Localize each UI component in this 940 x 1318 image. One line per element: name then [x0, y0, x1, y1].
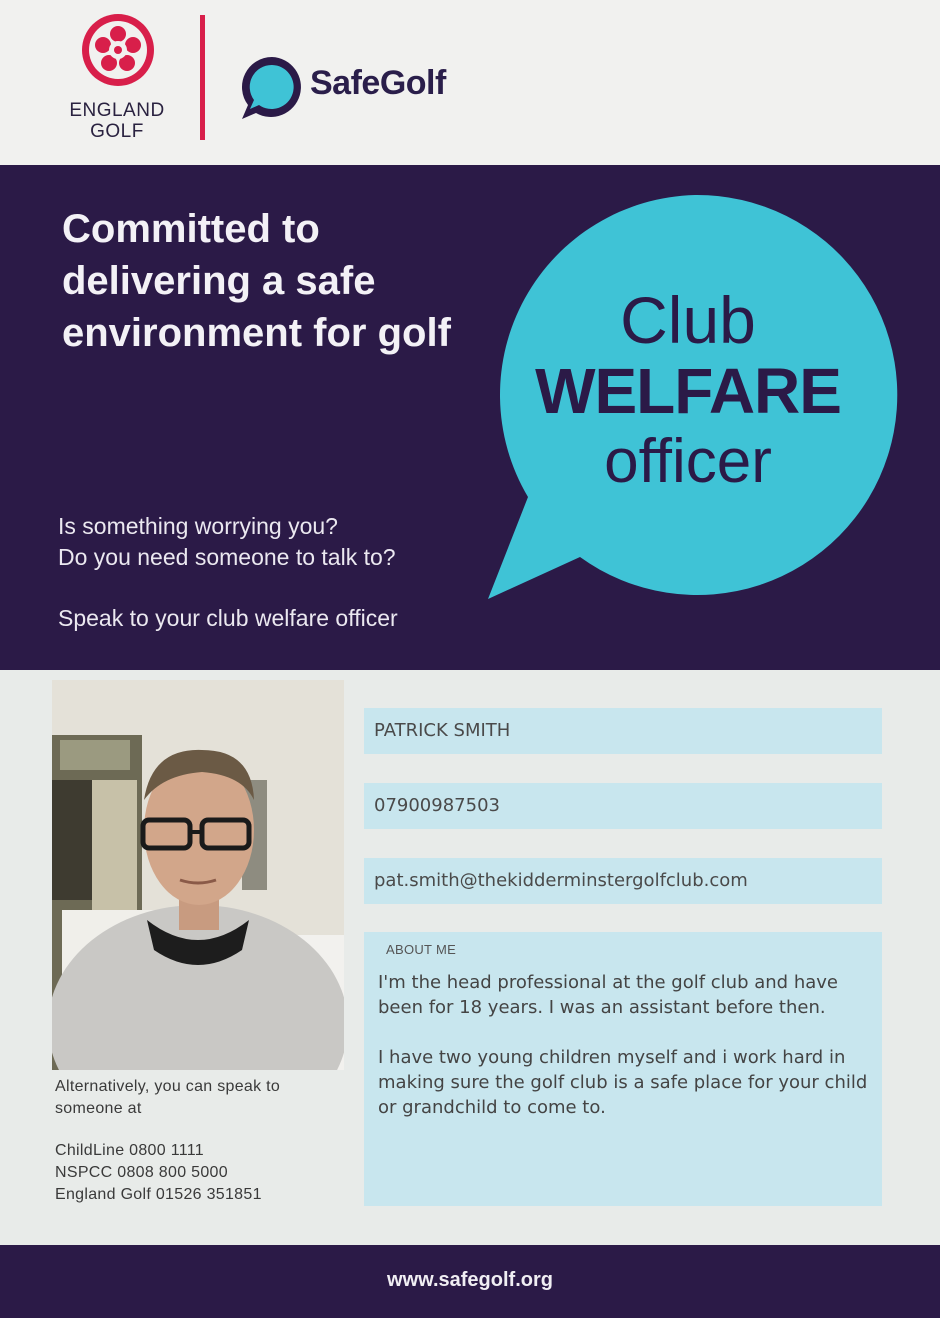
website-url: www.safegolf.org: [387, 1269, 553, 1291]
headline: Committed to delivering a safe environment for golf: [62, 207, 451, 355]
childline-contact: ChildLine 0800 1111: [55, 1142, 204, 1159]
bubble-title: [488, 285, 888, 497]
bubble-title-welfare: WELFARE: [535, 355, 841, 427]
bubble-title-club: Club: [620, 283, 756, 357]
header: [0, 0, 940, 165]
england-golf-line1: ENGLAND: [69, 100, 165, 121]
support-question: [58, 511, 478, 573]
hero-banner: [0, 165, 940, 670]
officer-name-field: PATRICK SMITH: [364, 708, 882, 754]
england-golf-logo: [62, 12, 172, 147]
question-line2: Do you need someone to talk to?: [58, 544, 396, 570]
officer-email-field: pat.smith@thekidderminstergolfclub.com: [364, 858, 882, 904]
officer-photo: [52, 680, 344, 1070]
bubble-title-officer: officer: [604, 427, 772, 496]
logo-divider: [200, 15, 205, 140]
alternative-contacts: [55, 1076, 345, 1206]
officer-details: [0, 670, 940, 1245]
officer-portrait-image: [52, 680, 344, 1070]
england-golf-wordmark: [62, 100, 172, 142]
about-me-box: [364, 932, 882, 1206]
officer-phone-field: 07900987503: [364, 783, 882, 829]
nspcc-contact: NSPCC 0808 800 5000: [55, 1164, 228, 1181]
about-me-label: ABOUT ME: [386, 942, 457, 957]
footer: [0, 1245, 940, 1318]
alternatives-intro: Alternatively, you can speak to someone at: [55, 1078, 281, 1117]
safegolf-brand-name: SafeGolf: [310, 64, 446, 102]
question-line1: Is something worrying you?: [58, 513, 338, 539]
speak-to-officer-text: Speak to your club welfare officer: [58, 605, 398, 631]
england-golf-contact: England Golf 01526 351851: [55, 1186, 262, 1203]
about-me-text: I'm the head professional at the golf club and have been for 18 years. I was an assistant before then. I have two young children myself and i work hard in making sure the golf club is a safe place for your child or grandchild to come to.: [378, 972, 868, 1118]
rose-icon: [80, 12, 156, 88]
england-golf-line2: GOLF: [90, 121, 144, 142]
speech-bubble-icon: [238, 55, 306, 121]
